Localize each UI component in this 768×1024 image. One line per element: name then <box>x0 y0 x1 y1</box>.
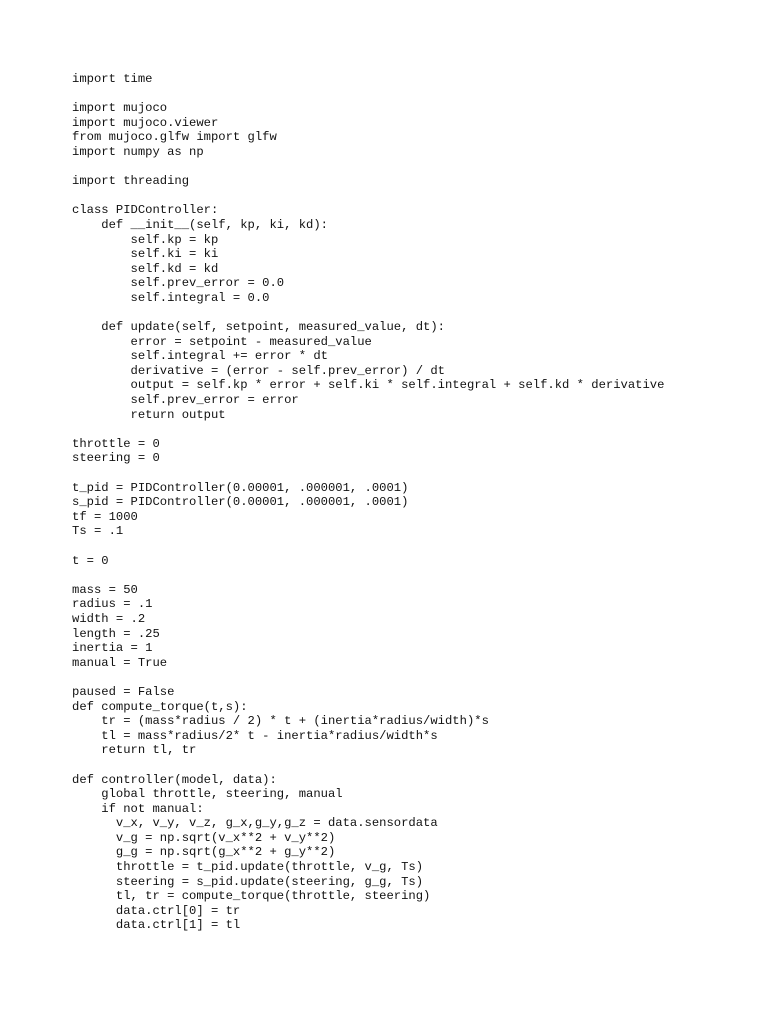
code-line: self.integral += error * dt <box>72 349 328 364</box>
code-line: t = 0 <box>72 553 109 568</box>
code-line: manual = True <box>72 655 168 670</box>
code-line: self.kd = kd <box>72 261 219 276</box>
code-line: from mujoco.glfw import glfw <box>72 130 277 145</box>
code-line: return tl, tr <box>72 743 197 758</box>
code-block <box>72 72 664 933</box>
blank-line <box>72 422 664 437</box>
code-line: self.prev_error = error <box>72 393 299 408</box>
code-line: self.integral = 0.0 <box>72 290 270 305</box>
blank-line <box>72 758 664 773</box>
code-line: return output <box>72 407 226 422</box>
code-line: tr = (mass*radius / 2) * t + (inertia*radius/width)*s <box>72 714 489 729</box>
code-line: error = setpoint - measured_value <box>72 334 372 349</box>
code-line: t_pid = PIDController(0.00001, .000001, .0001) <box>72 480 409 495</box>
code-line: self.kp = kp <box>72 232 219 247</box>
code-line: import threading <box>72 174 190 189</box>
code-line: steering = 0 <box>72 451 160 466</box>
blank-line <box>72 539 664 554</box>
code-line: import numpy as np <box>72 144 204 159</box>
code-line: def controller(model, data): <box>72 772 277 787</box>
code-line: data.ctrl[1] = tl <box>72 918 241 933</box>
code-line: steering = s_pid.update(steering, g_g, Ts) <box>72 874 424 889</box>
blank-line <box>72 568 664 583</box>
code-line: if not manual: <box>72 801 204 816</box>
code-line: tf = 1000 <box>72 509 138 524</box>
code-line: tl = mass*radius/2* t - inertia*radius/width*s <box>72 728 438 743</box>
code-line: data.ctrl[0] = tr <box>72 903 241 918</box>
code-line: global throttle, steering, manual <box>72 787 343 802</box>
blank-line <box>72 189 664 204</box>
blank-line <box>72 466 664 481</box>
blank-line <box>72 670 664 685</box>
code-line: class PIDController: <box>72 203 219 218</box>
code-line: inertia = 1 <box>72 641 153 656</box>
code-line: g_g = np.sqrt(g_x**2 + g_y**2) <box>72 845 336 860</box>
code-line: self.ki = ki <box>72 247 219 262</box>
code-line: radius = .1 <box>72 597 153 612</box>
code-line: throttle = t_pid.update(throttle, v_g, Ts) <box>72 860 424 875</box>
code-line: Ts = .1 <box>72 524 124 539</box>
blank-line <box>72 306 664 321</box>
code-line: output = self.kp * error + self.ki * self.integral + self.kd * derivative <box>72 378 665 393</box>
code-line: self.prev_error = 0.0 <box>72 276 285 291</box>
blank-line <box>72 87 664 102</box>
code-line: def compute_torque(t,s): <box>72 699 248 714</box>
blank-line <box>72 160 664 175</box>
code-line: paused = False <box>72 684 175 699</box>
code-line: throttle = 0 <box>72 436 160 451</box>
code-line: tl, tr = compute_torque(throttle, steering) <box>72 889 431 904</box>
code-line: width = .2 <box>72 611 146 626</box>
code-line: s_pid = PIDController(0.00001, .000001, .0001) <box>72 495 409 510</box>
code-line: import time <box>72 72 153 86</box>
code-line: import mujoco <box>72 101 168 116</box>
code-line: derivative = (error - self.prev_error) / dt <box>72 363 445 378</box>
code-line: length = .25 <box>72 626 160 641</box>
code-line: mass = 50 <box>72 582 138 597</box>
code-line: def __init__(self, kp, ki, kd): <box>72 217 328 232</box>
code-line: v_x, v_y, v_z, g_x,g_y,g_z = data.sensordata <box>72 816 438 831</box>
code-line: def update(self, setpoint, measured_value, dt): <box>72 320 445 335</box>
code-line: import mujoco.viewer <box>72 115 219 130</box>
code-line: v_g = np.sqrt(v_x**2 + v_y**2) <box>72 830 336 845</box>
